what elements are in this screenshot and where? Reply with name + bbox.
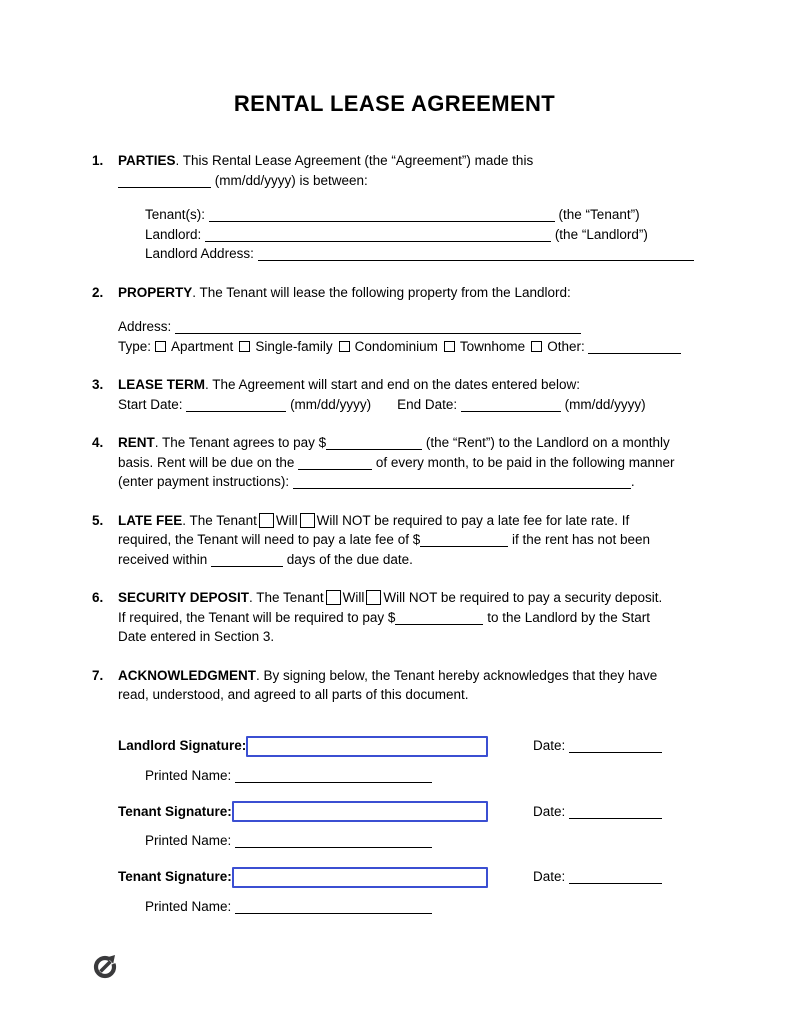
landlord-signature-row [118,736,697,757]
late-fee-line-1: LATE FEE. The Tenant Will Will NOT be required to pay a late fee for late rate. If [118,512,630,528]
section-parties [92,151,697,264]
parties-date-line: (mm/dd/yyyy) is between: [118,171,697,191]
other-checkbox[interactable] [531,341,542,352]
tenant-date-blank-2 [569,871,662,884]
rent-line-3: (enter payment instructions): . [118,474,635,489]
refresh-logo-icon [92,951,120,981]
section-late-fee [92,511,697,570]
landlord-date-blank [569,740,662,753]
security-deposit-amount-blank [395,612,483,625]
landlord-signature-input[interactable] [246,736,488,757]
rent-due-day-blank [298,457,372,470]
property-type-line [118,337,697,357]
section-security-deposit [92,588,697,647]
property-address-line [118,317,697,337]
property-address-label: Address: [118,319,172,334]
security-deposit-line-3: Date entered in Section 3. [118,629,275,644]
tenant-signature-label: Tenant Signature: [118,869,232,885]
rent-heading: RENT [118,435,155,450]
lease-term-dates-line [118,395,697,415]
other-type-blank [588,341,681,354]
lease-term-intro-line: LEASE TERM. The Agreement will start and end on the dates entered below: [118,377,581,392]
tenant-signature-row-2 [118,867,697,888]
section-number: 2. [92,284,104,300]
parties-heading: PARTIES [118,153,176,168]
section-number: 3. [92,377,104,392]
property-address-blank [175,321,581,334]
section-number: 4. [92,435,104,450]
tenant-signature-row-1 [118,801,697,822]
payment-instructions-blank [293,476,631,489]
tenant-printed-name-row-2: Printed Name: [145,897,697,917]
townhome-checkbox[interactable] [444,341,455,352]
tenant-name-blank [209,209,555,222]
apartment-checkbox[interactable] [155,341,166,352]
tenant-signature-label: Tenant Signature: [118,803,232,819]
late-fee-amount-blank [420,534,508,547]
property-type-label: Type: [118,338,152,354]
start-date-blank [186,399,286,412]
acknowledgment-line-2: read, understood, and agreed to all parts of this document. [118,687,469,702]
late-fee-will-label: Will [275,512,298,528]
end-date-label: End Date: [397,396,458,412]
section-number: 7. [92,667,104,683]
condominium-label: Condominium [354,338,438,354]
landlord-name-blank [205,229,551,242]
tenant-date-line-1: Date: [533,802,662,822]
security-deposit-will-not-checkbox[interactable] [366,590,381,605]
parties-intro-line: PARTIES. This Rental Lease Agreement (the “Agreement”) made this [118,153,534,168]
landlord-suffix: (the “Landlord”) [551,226,648,242]
section-rent [92,433,697,492]
tenant-signature-input-1[interactable] [232,801,488,822]
rent-line-1: RENT. The Tenant agrees to pay $ (the “Rent”) to the Landlord on a monthly [118,435,670,450]
section-acknowledgment [92,666,697,705]
apartment-label: Apartment [171,338,234,354]
security-deposit-line-2: If required, the Tenant will be required to pay $ to the Landlord by the Start [118,609,651,625]
end-date-format: (mm/dd/yyyy) [564,396,646,412]
landlord-address-label: Landlord Address: [145,246,254,261]
security-deposit-line-1: SECURITY DEPOSIT. The Tenant Will Will NOT be required to pay a security deposit. [118,590,663,605]
tenant-row [145,205,697,225]
townhome-label: Townhome [459,338,526,354]
tenant-date-blank-1 [569,806,662,819]
landlord-printed-name-row: Printed Name: [145,766,697,786]
tenant-printed-name-blank-2 [235,901,432,914]
lease-term-heading: LEASE TERM [118,377,206,392]
section-number: 6. [92,590,104,605]
rent-line-2: basis. Rent will be due on the of every month, to be paid in the following manner [118,454,675,470]
section-property [92,283,697,357]
condominium-checkbox[interactable] [339,341,350,352]
security-deposit-will-checkbox[interactable] [326,590,341,605]
landlord-address-blank [258,248,694,261]
tenant-printed-name-row-1: Printed Name: [145,831,697,851]
landlord-printed-name-blank [235,770,432,783]
acknowledgment-line-1: ACKNOWLEDGMENT. By signing below, the Tenant hereby acknowledges that they have [118,667,658,683]
single-family-label: Single-family [255,338,333,354]
document-title: RENTAL LEASE AGREEMENT [233,91,556,116]
late-fee-line-2: required, the Tenant will need to pay a late fee of $ if the rent has not been [118,532,651,547]
late-fee-will-not-checkbox[interactable] [300,513,315,528]
security-deposit-heading: SECURITY DEPOSIT [118,590,250,605]
start-date-format: (mm/dd/yyyy) [290,396,372,412]
agreement-date-blank [118,175,211,188]
tenant-date-line-2: Date: [533,867,662,887]
late-fee-days-blank [211,554,283,567]
acknowledgment-heading: ACKNOWLEDGMENT [118,667,256,683]
tenant-suffix: (the “Tenant”) [554,207,640,222]
security-deposit-will-label: Will [342,590,365,605]
section-lease-term [92,375,697,414]
landlord-signature-label: Landlord Signature: [118,738,247,754]
section-number: 1. [92,153,104,168]
property-heading: PROPERTY [118,284,193,300]
late-fee-line-3: received within days of the due date. [118,551,413,567]
tenant-label: Tenant(s): [145,207,206,222]
end-date-blank [461,399,561,412]
start-date-label: Start Date: [118,396,183,412]
landlord-label: Landlord: [145,226,202,242]
late-fee-heading: LATE FEE [118,512,183,528]
tenant-printed-name-blank-1 [235,835,432,848]
late-fee-will-checkbox[interactable] [259,513,274,528]
landlord-row [145,225,697,245]
single-family-checkbox[interactable] [239,341,250,352]
landlord-address-row [145,244,697,264]
rent-amount-blank [326,437,422,450]
signature-block [118,736,697,917]
landlord-date-line: Date: [533,736,662,756]
section-number: 5. [92,512,104,528]
other-label: Other: [547,338,585,354]
tenant-signature-input-2[interactable] [232,867,488,888]
property-intro-line: PROPERTY. The Tenant will lease the following property from the Landlord: [118,284,571,300]
